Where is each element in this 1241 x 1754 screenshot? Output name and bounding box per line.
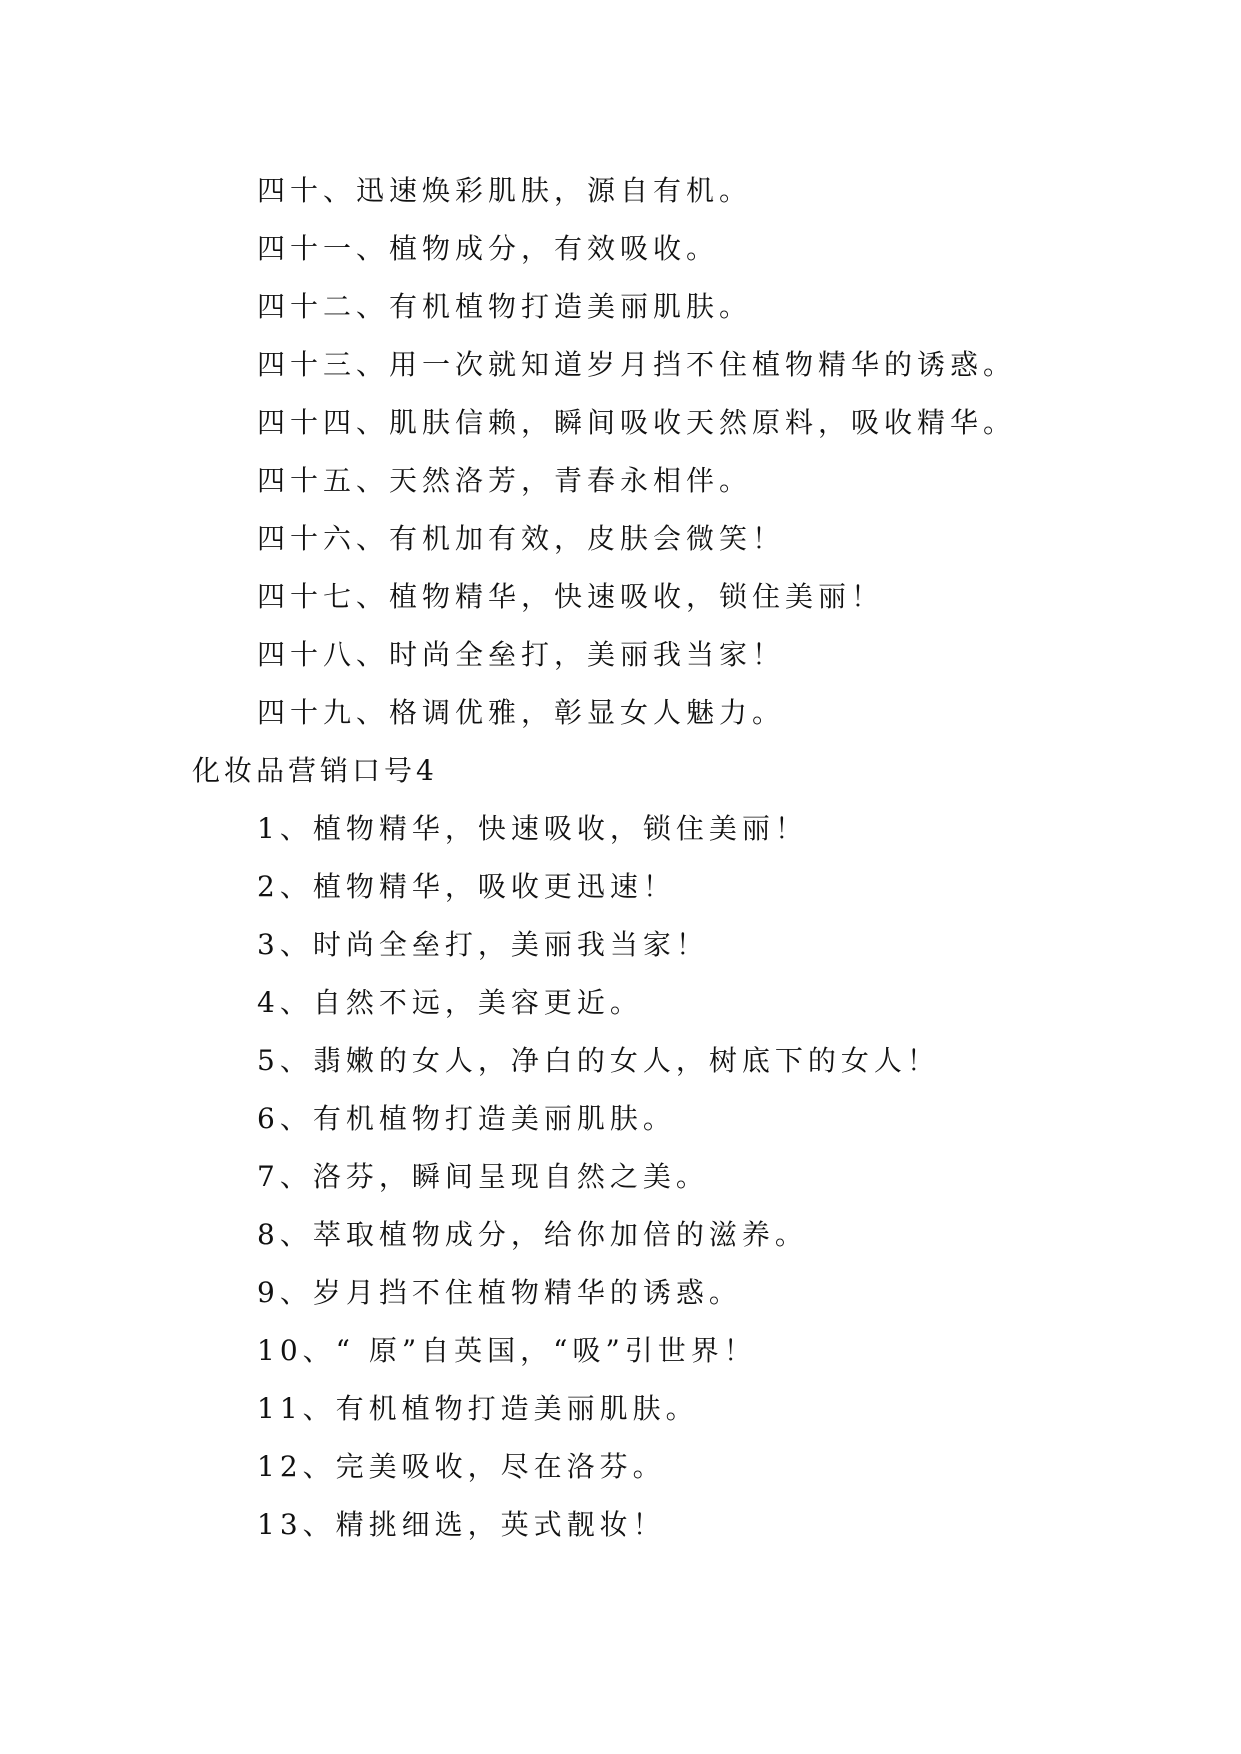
slogan-line: 四十九、格调优雅，彰显女人魅力。 <box>257 696 786 729</box>
slogan-line: 四十一、植物成分，有效吸收。 <box>257 232 720 265</box>
slogan-line: 4、自然不远，美容更近。 <box>257 986 643 1019</box>
slogan-line: 8、萃取植物成分，给你加倍的滋养。 <box>257 1218 808 1251</box>
slogan-line: 12、完美吸收，尽在洛芬。 <box>257 1450 666 1483</box>
slogan-line: 1、植物精华，快速吸收，锁住美丽！ <box>257 812 808 845</box>
slogan-line: 7、洛芬，瞬间呈现自然之美。 <box>257 1160 709 1193</box>
slogan-line: 四十五、天然洛芳，青春永相伴。 <box>257 464 753 497</box>
section-heading: 化妆品营销口号4 <box>192 754 438 787</box>
document-body <box>0 162 1241 1554</box>
slogan-line: 四十二、有机植物打造美丽肌肤。 <box>257 290 753 323</box>
slogan-line: 四十三、用一次就知道岁月挡不住植物精华的诱惑。 <box>257 348 1017 381</box>
slogan-line: 2、植物精华，吸收更迅速！ <box>257 870 676 903</box>
slogan-line: 5、翡嫩的女人，净白的女人，树底下的女人！ <box>257 1044 940 1077</box>
slogan-line: 9、岁月挡不住植物精华的诱惑。 <box>257 1276 742 1309</box>
slogan-line: 6、有机植物打造美丽肌肤。 <box>257 1102 676 1135</box>
slogan-line: 四十四、肌肤信赖，瞬间吸收天然原料，吸收精华。 <box>257 406 1017 439</box>
slogan-line: 四十七、植物精华，快速吸收，锁住美丽！ <box>257 580 885 613</box>
slogan-line: 13、精挑细选，英式靓妆！ <box>257 1508 666 1541</box>
slogan-line: 四十八、时尚全垒打，美丽我当家！ <box>257 638 786 671</box>
slogan-line: 3、时尚全垒打，美丽我当家！ <box>257 928 709 961</box>
slogan-line: 四十、迅速焕彩肌肤，源自有机。 <box>257 174 753 207</box>
slogan-line: 10、“ 原”自英国，“吸”引世界！ <box>257 1334 757 1367</box>
slogan-line: 四十六、有机加有效，皮肤会微笑！ <box>257 522 786 555</box>
slogan-line: 11、有机植物打造美丽肌肤。 <box>257 1392 699 1425</box>
